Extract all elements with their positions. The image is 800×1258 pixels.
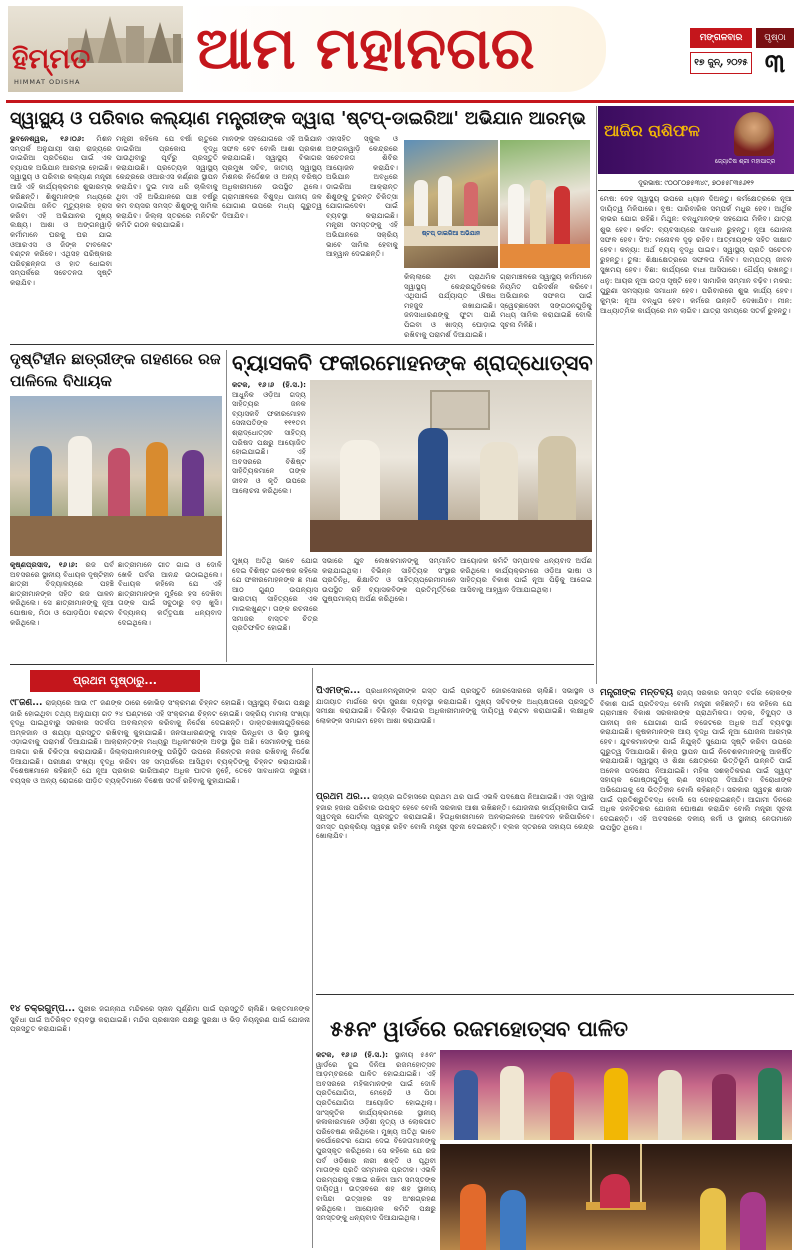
story5-lead: ମନ୍ତ୍ରୀଙ୍କ ମନ୍ତବ୍ୟ (600, 688, 674, 698)
story2-dateline: କୃଷ୍ଣପ୍ରସାଦ, ୧୬।୬: (10, 560, 78, 569)
story4-p3-text: ରାଜ୍ୟର ଇତିହାସରେ ପ୍ରଥମ ଥର ପାଇଁ ଏଭଳି ପଦକ୍ଷେପ ନିଆଯାଇଛି। ଏହା ଦ୍ୱାରା ହଜାର ହଜାର ପରିବାର ଉପକୃତ ହେବେ ବୋଲି ସରକାର ଆଶା ରଖିଛନ୍ତି। ଯୋଜନାର କାର୍ଯ୍ୟକାରିତା ପାଇଁ ସ୍ୱତନ୍ତ୍ର ପୋର୍ଟାଲ ପ୍ରସ୍ତୁତ କରାଯାଇଛି। ହିତାଧିକାରୀମାନେ ଅନଲାଇନରେ ଆବେଦନ କରିପାରିବେ। ସମସ୍ତ ପ୍ରକ୍ରିୟା ସ୍ୱଚ୍ଛ ରହିବ ବୋଲି ମନ୍ତ୍ରୀ ସୂଚନା ଦେଇଛନ୍ତି। ବ୍ଲକ ସ୍ତରରେ ସହାୟତା କେନ୍ଦ୍ର ଖୋଲାଯିବ। (316, 792, 594, 841)
story6-headline: ୫୫ନଂ ୱାର୍ଡରେ ରଜମହୋତ୍ସବ ପାଳିତ (330, 1017, 628, 1041)
story6-body: ସ୍ଥାନୀୟ ୫୫ନଂ ୱାର୍ଡରେ ଦୁଇ ଦିନିଆ ରଜମହୋତ୍ସବ ଆଡ଼ମ୍ବରରେ ପାଳିତ ହୋଇଯାଇଛି। ଏହି ଅବସରରେ ମହିଳାମାନଙ୍କ ପାଇଁ ଦୋଳି ପ୍ରତିଯୋଗିତା, ମେହେନ୍ଦି ଓ ପିଠା ପ୍ରତିଯୋଗିତା ଆୟୋଜିତ ହୋଇଥିଲା। ସାଂସ୍କୃତିକ କାର୍ଯ୍ୟକ୍ରମରେ ସ୍ଥାନୀୟ କଳାକାରମାନେ ଓଡ଼ିଶୀ ନୃତ୍ୟ ଓ ଲୋକଗୀତ ପରିବେଷଣ କରିଥିଲେ। ମୁଖ୍ୟ ଅତିଥି ଭାବେ କର୍ପୋରେଟର ଯୋଗ ଦେଇ ବିଜେତାମାନଙ୍କୁ ପୁରସ୍କୃତ କରିଥିଲେ। ସେ କହିଲେ ଯେ ରଜ ପର୍ବ ଓଡ଼ିଶାର ନାରୀ ଶକ୍ତି ଓ ପୃଥିବୀ ମାତାଙ୍କ ପ୍ରତି ସମ୍ମାନର ପ୍ରତୀକ। ଏଭଳି ପରମ୍ପରାକୁ ବଞ୍ଚାଇ ରଖିବା ଆମ ସମସ୍ତଙ୍କ ଦାୟିତ୍ୱ। ଉତ୍ସବରେ ଶହ ଶହ ସ୍ଥାନୀୟ ବାସିନ୍ଦା ଉତ୍ସାହର ସହ ଅଂଶଗ୍ରହଣ କରିଥିଲେ। ଆୟୋଜକ କମିଟି ପକ୍ଷରୁ ସମସ୍ତଙ୍କୁ ଧନ୍ୟବାଦ ଦିଆଯାଇଥିଲା। (316, 1050, 436, 1223)
story1-col5: କିଲ୍ଲାରେ ଥିବା ପ୍ରାଥମିକ ସ୍ୱାସ୍ଥ୍ୟ କେନ୍ଦ୍ରଗୁଡ଼ିକରେ ଏଥିପାଇଁ ପର୍ଯ୍ୟାପ୍ତ ଔଷଧ ମହଜୁଦ ରଖାଯାଇଛି। ଜନସାଧାରଣଙ୍କୁ ଫୁଟା ପାଣି ପିଇବା ଓ ଖାଦ୍ୟ ଘୋଡ଼ାଇ ରଖିବାକୁ ପରାମର୍ଶ ଦିଆଯାଇଛି। (404, 272, 496, 339)
story1-col4: ଏହାସହିତ ସ୍କୁଲ ଓ ଅଙ୍ଗନୱାଡ଼ି କେନ୍ଦ୍ରରେ ସଚେତନତା ଶିବିର ଆୟୋଜନ କରାଯିବ। ଅଭିଯାନ ଅବଧିରେ ଡାଇରିଆ ଆକ୍ରାନ୍ତ ଶିଶୁଙ୍କୁ ତୁରନ୍ତ ଚିକିତ୍ସା ଯୋଗାଇଦେବା ପାଇଁ ବ୍ୟବସ୍ଥା କରାଯାଇଛି। ମନ୍ତ୍ରୀ ସମସ୍ତଙ୍କୁ ଏହି ଅଭିଯାନରେ ସକ୍ରିୟ ଭାବେ ସାମିଲ ହେବାକୁ ଆହ୍ୱାନ ଦେଇଛନ୍ତି। (326, 134, 398, 259)
story4-p3-lead: ପ୍ରଥମ ଥର... (316, 792, 370, 802)
story2-headline-text: ଦୃଷ୍ଟିହୀନ ଛାତ୍ରୀଙ୍କ ଗହଣରେ ରଜ ପାଳିଲେ ବିଧାୟକ (10, 350, 221, 390)
story1-col1 (10, 134, 112, 340)
story3-col1-text: ଆଧୁନିକ ଓଡ଼ିଆ ଗଦ୍ୟ ସାହିତ୍ୟର ଜନକ ବ୍ୟାସକବି ଫକୀରମୋହନ ସେନାପତିଙ୍କ ୧୧୧ତମ ଶ୍ରାଦ୍ଧୋତ୍ସବ ସାହିତ୍ୟ ପରିଷଦ ପକ୍ଷରୁ ଆୟୋଜିତ ହୋଇଯାଇଛି। ଏହି ଅବସରରେ ବିଶିଷ୍ଟ ସାହିତ୍ୟିକମାନେ ତାଙ୍କ ଜୀବନ ଓ କୃତି ଉପରେ ଆଲୋଚନା କରିଥିଲେ। (232, 389, 306, 495)
rashifala-phone: ଦୂରଭାଷ: ୯୦୦୮୦୭୫୩୪୯, ୭୦୫୫୮୩୫୬୧୨ (638, 179, 754, 187)
story3-intro (232, 380, 306, 550)
story1-col3: ମାନଙ୍କ ସହଯୋଗରେ ଏହି ଅଭିଯାନ ସଫଳ ହେବ ବୋଲି ଆଶା ପ୍ରକାଶ କରାଯାଇଛି। ସ୍ୱାସ୍ଥ୍ୟ ବିଭାଗର ପ୍ରମୁଖ ସଚିବ, ଜାତୀୟ ସ୍ୱାସ୍ଥ୍ୟ ମିଶନର ନିର୍ଦ୍ଦେଶକ ଓ ଅନ୍ୟ ବରିଷ୍ଠ ଅଧିକାରୀମାନେ ଉପସ୍ଥିତ ଥିଲେ। ଗ୍ରାମାଞ୍ଚଳରେ ବିଶୁଦ୍ଧ ପାନୀୟ ଜଳ ଯୋଗାଣ ଉପରେ ମଧ୍ୟ ଗୁରୁତ୍ୱ ଦିଆଯିବ। (222, 134, 322, 220)
masthead-logo-panel (8, 6, 183, 92)
story4-p4 (10, 1004, 310, 1250)
section-title-panel (186, 6, 606, 92)
story6-top-rule (316, 994, 794, 995)
rashifala-rule (598, 190, 794, 191)
page-number: ୩ (764, 49, 786, 79)
story4-p2-text: ପ୍ରଧାନମନ୍ତ୍ରୀଙ୍କ ଗସ୍ତ ପାଇଁ ପ୍ରସ୍ତୁତି ଜୋରସୋରରେ ଚାଲିଛି। ସଭାସ୍ଥଳ ଓ ଯାତାୟାତ ମାର୍ଗରେ କଡ଼ା ସୁରକ୍ଷା ବ୍ୟବସ୍ଥା କରାଯାଇଛି। ମୁଖ୍ୟ ସଚିବଙ୍କ ଅଧ୍ୟକ୍ଷତାରେ ପ୍ରସ୍ତୁତି ସମୀକ୍ଷା କରାଯାଇଛି। ବିଭିନ୍ନ ବିଭାଗର ଅଧିକାରୀମାନଙ୍କୁ ଦାୟିତ୍ୱ ବଣ୍ଟନ କରାଯାଇଛି। ଲକ୍ଷାଧିକ ଲୋକଙ୍କ ସମାଗମ ହେବା ଆଶା କରାଯାଉଛି। (316, 686, 594, 725)
story1-col1-text: ମିଶନ ସମ୍ପର୍କ ଅନୁଯାୟୀ ସାରା ରାଜ୍ୟରେ ଡାଇରିଆ ପ୍ରତିରୋଧ ପାଇଁ ଏକ ବ୍ୟାପକ ଅଭିଯାନ ଆରମ୍ଭ ହୋଇଛି। ସ୍ୱାସ୍ଥ୍ୟ ଓ ପରିବାର କଲ୍ୟାଣ ମନ୍ତ୍ରୀ ଆଜି ଏହି କାର୍ଯ୍ୟକ୍ରମର ଶୁଭାରମ୍ଭ କରିଛନ୍ତି। ଶିଶୁମାନଙ୍କ ମଧ୍ୟରେ ଡାଇରିଆ ଜନିତ ମୃତ୍ୟୁହାର ହ୍ରାସ କରିବା ଏହି ଅଭିଯାନର ମୁଖ୍ୟ ଲକ୍ଷ୍ୟ। ଆଶା ଓ ଅଙ୍ଗନୱାଡ଼ି କର୍ମୀମାନେ ଘରକୁ ଘର ଯାଇ ଓଆରଏସ ଓ ଜିଙ୍କ ଟାବଲେଟ ବଣ୍ଟନ କରିବେ। ଏଥିସହ ପରିଷ୍କାର ପରିଚ୍ଛନ୍ନତା ଓ ହାତ ଧୋଇବା ସମ୍ପର୍କରେ ସଚେତନତା ସୃଷ୍ଟି କରାଯିବ। (10, 134, 112, 287)
story3-col2: ମୁଖ୍ୟ ଅତିଥି ଭାବେ ଯୋଗ ଦେଇ ବିଶିଷ୍ଟ ଗବେଷକ କହିଲେ ଯେ ଫକୀରମୋହନଙ୍କ ଛ ମାଣ ଆଠ ଗୁଣ୍ଠ ଉପନ୍ୟାସ ଭାରତୀୟ ସାହିତ୍ୟରେ ଏକ ମାଇଲଖୁଣ୍ଟ। ତାଙ୍କ ରଚନାରେ ସମାଜର ବାସ୍ତବ ଚିତ୍ର ପ୍ରତିଫଳିତ ହୋଇଛି। (232, 556, 318, 633)
astrologer-name: ଜ୍ୟୋତିଷ ଶ୍ରୀ ମହାପାତ୍ର (714, 158, 776, 165)
story6-text (316, 1050, 436, 1250)
mid-rule (10, 664, 594, 665)
story2-divider (226, 350, 227, 662)
story5 (600, 688, 792, 878)
rashifala-title: ଆଜିର ରାଶିଫଳ (604, 121, 700, 140)
logo-subtitle: HIMMAT ODISHA (14, 78, 81, 86)
story4-p1 (10, 698, 310, 998)
story2-col1 (10, 560, 114, 660)
sidebar-divider (596, 106, 597, 684)
story2-photo (10, 396, 222, 556)
page-label: ପୃଷ୍ଠା (756, 28, 794, 48)
story5-text: ରାଜ୍ୟ ସରକାର ସମସ୍ତ ବର୍ଗର ଲୋକଙ୍କ ବିକାଶ ପାଇଁ ପ୍ରତିବଦ୍ଧ ବୋଲି ମନ୍ତ୍ରୀ କହିଛନ୍ତି। ସେ କହିଲେ ଯେ ଗ୍ରାମାଞ୍ଚଳ ବିକାଶ ସରକାରଙ୍କ ପ୍ରାଥମିକତା। ସଡ଼କ, ବିଦ୍ୟୁତ ଓ ପାନୀୟ ଜଳ ଯୋଗାଣ ପାଇଁ ବଜେଟରେ ଅଧିକ ଅର୍ଥ ବ୍ୟବସ୍ଥା କରାଯାଇଛି। କୃଷକମାନଙ୍କ ଆୟ ବୃଦ୍ଧି ପାଇଁ ନୂଆ ଯୋଜନା ଆରମ୍ଭ ହେବ। ଯୁବକମାନଙ୍କ ପାଇଁ ନିଯୁକ୍ତି ସୁଯୋଗ ସୃଷ୍ଟି କରିବା ଉପରେ ଗୁରୁତ୍ୱ ଦିଆଯାଉଛି। ଶିଳ୍ପ ସ୍ଥାପନ ପାଇଁ ନିବେଶକମାନଙ୍କୁ ଆକର୍ଷିତ କରାଯାଉଛି। ସ୍ୱାସ୍ଥ୍ୟ ଓ ଶିକ୍ଷା କ୍ଷେତ୍ରରେ ଭିତ୍ତିଭୂମି ଉନ୍ନତି ପାଇଁ ଅନେକ ପଦକ୍ଷେପ ନିଆଯାଇଛି। ମହିଳା ସଶକ୍ତିକରଣ ପାଇଁ ସ୍ୱୟଂ ସହାୟକ ଗୋଷ୍ଠୀଗୁଡ଼ିକୁ ଋଣ ସହାୟତା ଦିଆଯିବ। ବିରୋଧୀଙ୍କ ଅଭିଯୋଗକୁ ସେ ଭିତ୍ତିହୀନ ବୋଲି କହିଛନ୍ତି। ସରକାର ସ୍ୱଚ୍ଛ ଶାସନ ପାଇଁ ପ୍ରତିଶ୍ରୁତିବଦ୍ଧ ବୋଲି ସେ ଦୋହରାଇଛନ୍ତି। ଆଗାମୀ ଦିନରେ ଅଧିକ ଜନହିତକର ଯୋଜନା ଘୋଷଣା କରାଯିବ ବୋଲି ମନ୍ତ୍ରୀ ସୂଚନା ଦେଇଛନ୍ତି। ଏହି ଅବସରରେ ଦଳୀୟ କର୍ମୀ ଓ ସ୍ଥାନୀୟ ନେତାମାନେ ଉପସ୍ଥିତ ଥିଲେ। (600, 688, 792, 833)
rashifala-text: ମେଷ: ଦେହ ସ୍ୱାସ୍ଥ୍ୟ ଉପରେ ଧ୍ୟାନ ଦିଅନ୍ତୁ। କର୍ମକ୍ଷେତ୍ରରେ ନୂଆ ଦାୟିତ୍ୱ ମିଳିପାରେ। ବୃଷ: ପାରିବାରିକ ସମ୍ପର୍କ ମଧୁର ହେବ। ଆର୍ଥିକ ଲାଭର ଯୋଗ ରହିଛି। ମିଥୁନ: ବନ୍ଧୁମାନଙ୍କ ସହଯୋଗ ମିଳିବ। ଯାତ୍ରା ଶୁଭ ହେବ। କର୍କଟ: ବ୍ୟବସାୟରେ ସାବଧାନ ରୁହନ୍ତୁ। ନୂଆ ଯୋଜନା ସଫଳ ହେବ। ସିଂହ: ମନୋବଳ ଦୃଢ଼ ରହିବ। ଆତ୍ମୀୟଙ୍କ ସହିତ ସାକ୍ଷାତ ହେବ। କନ୍ୟା: ଅର୍ଥ ବ୍ୟୟ ବୃଦ୍ଧି ପାଇବ। ସ୍ୱାସ୍ଥ୍ୟ ପ୍ରତି ସଚେତନ ରୁହନ୍ତୁ। ତୁଳା: ଶିକ୍ଷାକ୍ଷେତ୍ରରେ ସଫଳତା ମିଳିବ। ଦାମ୍ପତ୍ୟ ଜୀବନ ସୁଖମୟ ହେବ। ବିଛା: କାର୍ଯ୍ୟରେ ବାଧା ଆସିପାରେ। ଧୈର୍ଯ୍ୟ ରଖନ୍ତୁ। ଧନୁ: ଆୟର ନୂଆ ଉତ୍ସ ସୃଷ୍ଟି ହେବ। ସାମାଜିକ ସମ୍ମାନ ବଢ଼ିବ। ମକର: ପୁରୁଣା ସମସ୍ୟାର ସମାଧାନ ହେବ। ପରିବାରରେ ଶୁଭ କାର୍ଯ୍ୟ ହେବ। କୁମ୍ଭ: ନୂଆ ବନ୍ଧୁତା ହେବ। କର୍ମରେ ଉନ୍ନତି ଦେଖାଯିବ। ମୀନ: ଆଧ୍ୟାତ୍ମିକ କାର୍ଯ୍ୟରେ ମନ ଲାଗିବ। ଯାତ୍ରା ସମୟରେ ସତର୍କ ରୁହନ୍ତୁ। (600, 194, 792, 316)
story3-col3: ସଭାରେ ଯୁବ ଲେଖକମାନଙ୍କୁ ସମ୍ମାନିତ କରାଯାଇଥିଲା। ବିଭିନ୍ନ ସାହିତ୍ୟିକ ସଂସ୍ଥାର ପ୍ରତିନିଧି, ଶିକ୍ଷାବିତ ଓ ସାହିତ୍ୟପ୍ରେମୀମାନେ ଉପସ୍ଥିତ ରହି ବ୍ୟାସକବିଙ୍କ ପ୍ରତିମୂର୍ତ୍ତିରେ ପୁଷ୍ପମାଲ୍ୟ ଅର୍ପଣ କରିଥିଲେ। (322, 556, 456, 604)
story3-col4: ଆୟୋଜକ କମିଟି ସମ୍ପାଦକ ଧନ୍ୟବାଦ ଅର୍ପଣ କରିଥିଲେ। କାର୍ଯ୍ୟକ୍ରମରେ ଓଡ଼ିଆ ଭାଷା ଓ ସାହିତ୍ୟର ବିକାଶ ପାଇଁ ନୂଆ ପିଢ଼ିକୁ ଆଗେଇ ଆସିବାକୁ ଆହ୍ୱାନ ଦିଆଯାଇଥିଲା। (460, 556, 592, 594)
continued-banner-text: ପ୍ରଥମ ପୃଷ୍ଠାରୁ... (73, 674, 157, 687)
masthead (0, 0, 800, 98)
story4-p2-lead: ପିଏମଙ୍କ... (316, 686, 361, 696)
astrologer-photo (734, 112, 774, 156)
story3-dateline: କଟକ, ୧୬।୬ (ହି.ସ.): (232, 380, 306, 389)
rashifala-header (598, 106, 794, 174)
story4-p3 (316, 792, 594, 992)
story6-photo-stage (440, 1050, 792, 1140)
section-title: ଆମ ମହାନଗର (196, 14, 535, 82)
story2-col1-text: ରଜ ପର୍ବ ଅବସରରେ ସ୍ଥାନୀୟ ବିଧାୟକ ଦୃଷ୍ଟିହୀନ ଛାତ୍ରୀ ବିଦ୍ୟାଳୟରେ ପହଞ୍ଚି ଛାତ୍ରୀମାନଙ୍କ ସହିତ ରଜ ପାଳନ କରିଥିଲେ। ସେ ଛାତ୍ରୀମାନଙ୍କୁ ନୂଆ ପୋଷାକ, ମିଠା ଓ ପୋଡ଼ପିଠା ବଣ୍ଟନ କରିଥିଲେ। (10, 560, 114, 627)
story4-p4-text: ପୁରୀର ଜଗନ୍ନାଥ ମନ୍ଦିରରେ ସ୍ନାନ ପୂର୍ଣ୍ଣିମା ପାଇଁ ପ୍ରସ୍ତୁତି ଚାଲିଛି। ଭକ୍ତମାନଙ୍କ ସୁବିଧା ପାଇଁ ଅତିରିକ୍ତ ବ୍ୟବସ୍ଥା କରାଯାଇଛି। ମନ୍ଦିର ପ୍ରଶାସନ ପକ୍ଷରୁ ସୁରକ୍ଷା ଓ ଭିଡ଼ ନିୟନ୍ତ୍ରଣ ପାଇଁ ଯୋଜନା ପ୍ରସ୍ତୁତ କରାଯାଇଛି। (10, 1004, 310, 1034)
story6-photo-swing (440, 1144, 792, 1250)
masthead-rule (6, 100, 794, 103)
story2-col2: ଛାତ୍ରୀମାନେ ଗୀତ ଗାଇ ଓ ଦୋଳି ଖେଳି ପର୍ବର ଆନନ୍ଦ ଉଠାଇଥିଲେ। ବିଧାୟକ କହିଲେ ଯେ ଏହି ଛାତ୍ରୀମାନଙ୍କ ମୁହଁରେ ହସ ଦେଖିବା ତାଙ୍କ ପାଇଁ ସବୁଠାରୁ ବଡ଼ ଖୁସି। ବିଦ୍ୟାଳୟ କର୍ତ୍ତୃପକ୍ଷ ଧନ୍ୟବାଦ ଦେଇଥିଲେ। (118, 560, 222, 627)
story4-divider (312, 668, 313, 1248)
story1-col6: ଗ୍ରାମାଞ୍ଚଳରେ ସ୍ୱାସ୍ଥ୍ୟ କର୍ମୀମାନେ ନିୟମିତ ପରିଦର୍ଶନ କରିବେ। ଅଭିଯାନର ସଫଳତା ପାଇଁ ସ୍ୱେଚ୍ଛାସେବୀ ସଙ୍ଗଠନଗୁଡ଼ିକୁ ମଧ୍ୟ ସାମିଲ କରାଯାଇଛି ବୋଲି ସୂଚନା ମିଳିଛି। (500, 272, 592, 329)
story1-headline: ସ୍ୱାସ୍ଥ୍ୟ ଓ ପରିବାର କଲ୍ୟାଣ ମନ୍ତ୍ରୀଙ୍କ ଦ୍ୱାରା 'ଷ୍ଟପ୍-ଡାଇରିଆ' ଅଭିଯାନ ଆରମ୍ଭ (10, 109, 586, 129)
story1-photo-ministers (500, 140, 590, 268)
date-panel (690, 28, 795, 90)
story4-p2 (316, 686, 594, 786)
story1-photo-banner: ଷ୍ଟପ୍ ଡାଇରିଆ ଅଭିଯାନ (421, 230, 481, 237)
story6-dateline: କଟକ, ୧୬।୬ (ହି.ସ.): (316, 1050, 389, 1059)
story4-p1-text: ରାଜ୍ୟରେ ଆଉ ୯୮ ଜଣଙ୍କ ଠାରେ କୋଭିଡ଼ ସଂକ୍ରମଣ ଚିହ୍ନଟ ହୋଇଛି। ସ୍ୱାସ୍ଥ୍ୟ ବିଭାଗ ପକ୍ଷରୁ ଜାରି ହୋଇଥିବା ତଥ୍ୟ ଅନୁଯାୟୀ ଗତ ୨୪ ଘଣ୍ଟାରେ ଏହି ସଂକ୍ରମଣ ଚିହ୍ନଟ ହୋଇଛି। ସକ୍ରିୟ ମାମଲା ସଂଖ୍ୟା ବୃଦ୍ଧି ପାଇଥିବାରୁ ସରକାର ସତର୍କତା ଅବଲମ୍ବନ କରିବାକୁ ନିର୍ଦ୍ଦେଶ ଦେଇଛନ୍ତି। ଡାକ୍ତରଖାନାଗୁଡ଼ିକରେ ଅମ୍ଳଜାନ ଓ ଶଯ୍ୟା ପ୍ରସ୍ତୁତ ରଖିବାକୁ କୁହାଯାଇଛି। ଜନସାଧାରଣଙ୍କୁ ମାସ୍କ ପିନ୍ଧିବା ଓ ଭିଡ଼ ସ୍ଥାନକୁ ଏଡ଼ାଇବାକୁ ପରାମର୍ଶ ଦିଆଯାଇଛି। ଆକ୍ରାନ୍ତଙ୍କ ମଧ୍ୟରୁ ଅଧିକାଂଶଙ୍କ ଅବସ୍ଥା ସ୍ଥିର ଅଛି। ସେମାନଙ୍କୁ ଘରେ ଅଲଗା ରଖି ଚିକିତ୍ସା କରାଯାଉଛି। ଜିଲ୍ଲାପାଳମାନଙ୍କୁ ପରିସ୍ଥିତି ଉପରେ ନିରନ୍ତର ନଜର ରଖିବାକୁ ନିର୍ଦ୍ଦେଶ ଦିଆଯାଇଛି। ପରୀକ୍ଷଣ ସଂଖ୍ୟା ବୃଦ୍ଧି କରିବା ସହ ସମ୍ପର୍କରେ ଆସିଥିବା ବ୍ୟକ୍ତିଙ୍କୁ ଚିହ୍ନଟ କରାଯାଉଛି। ବିଶେଷଜ୍ଞମାନେ କହିଛନ୍ତି ଯେ ନୂଆ ପ୍ରକାର ଭାରିଆଣ୍ଟ ଅଧିକ ଘାତକ ନୁହେଁ, ତେବେ ସାବଧାନତା ଜରୁରୀ। ବୟସ୍କ ଓ ଅନ୍ୟ ରୋଗରେ ପୀଡ଼ିତ ବ୍ୟକ୍ତିମାନେ ବିଶେଷ ସତର୍କ ରହିବାକୁ କୁହାଯାଇଛି। (10, 698, 310, 785)
story4-p4-lead: ୧୪ ଚକ୍ରଗୁମ୍ପ... (10, 1004, 76, 1014)
story1-dateline: ଭୁବନେଶ୍ୱର, ୧୬।୦୬: (10, 134, 85, 143)
story1-photo-launch (404, 140, 498, 268)
day-label: ମଙ୍ଗଳବାର (690, 28, 752, 48)
story3-photo (310, 380, 592, 552)
date-label: ୧୭ ଜୁନ୍, ୨୦୨୫ (690, 52, 752, 74)
story1-bottom-rule (10, 344, 594, 345)
story1-col2: ମନ୍ତ୍ରୀ କହିଲେ ଯେ ବର୍ଷା ଋତୁରେ ଡାଇରିଆ ପ୍ରକୋପ ବୃଦ୍ଧି ପାଉଥିବାରୁ ପୂର୍ବରୁ ପ୍ରସ୍ତୁତି କରାଯାଉଛି। ପ୍ରତ୍ୟେକ ସ୍ୱାସ୍ଥ୍ୟ କେନ୍ଦ୍ରରେ ଓଆରଏସ କର୍ଣ୍ଣର ସ୍ଥାପନ କରାଯିବ। ଦୁଇ ମାସ ଧରି ଚାଲିବାକୁ ଥିବା ଏହି ଅଭିଯାନରେ ପାଞ୍ଚ ବର୍ଷରୁ କମ ବୟସର ସମସ୍ତ ଶିଶୁଙ୍କୁ ସାମିଲ କରାଯିବ। ଜିଲ୍ଲା ସ୍ତରରେ ମନିଟରିଂ କମିଟି ଗଠନ କରାଯାଇଛି। (116, 134, 218, 230)
story2-headline (10, 348, 224, 392)
continued-banner (30, 670, 200, 692)
story4-p1-lead: ୯୮ଜଣ... (10, 698, 43, 708)
logo-wordmark: ହିମ୍ମତ (12, 42, 91, 75)
story3-headline: ବ୍ୟାସକବି ଫକୀରମୋହନଙ୍କ ଶ୍ରାଦ୍ଧୋତ୍ସବ (232, 351, 593, 375)
